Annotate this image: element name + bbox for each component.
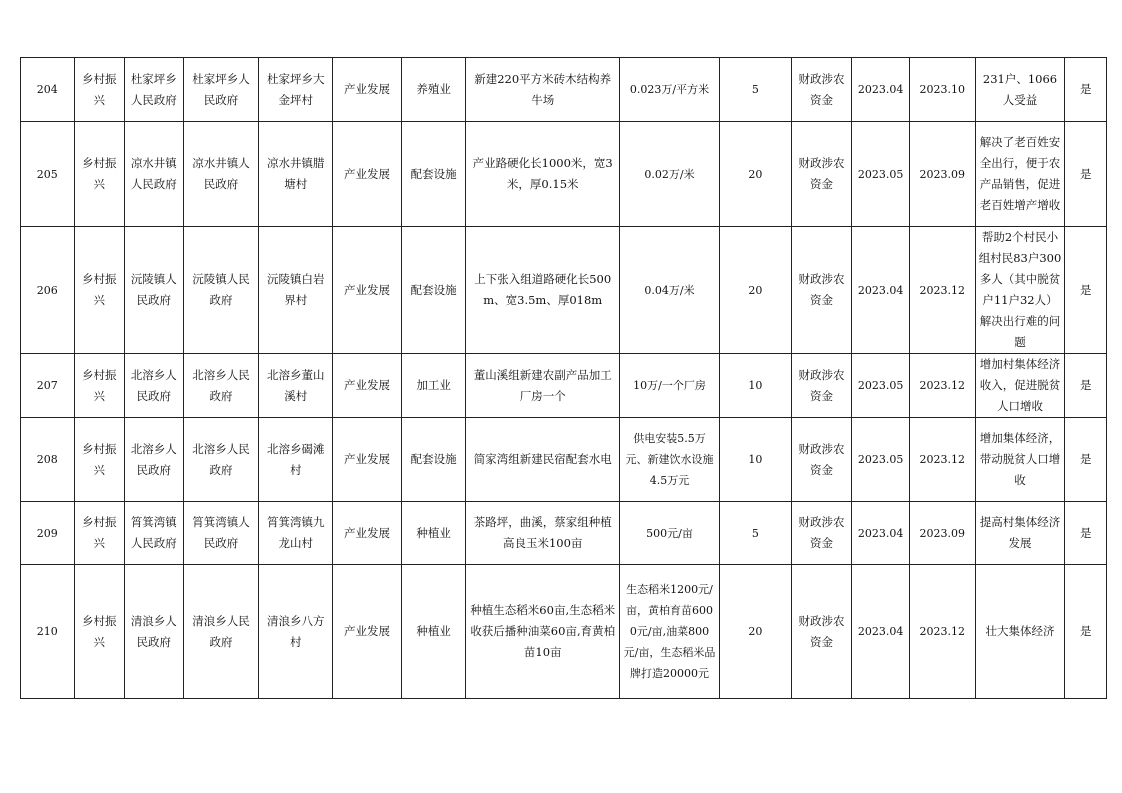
project-subtype: 加工业	[401, 354, 466, 418]
subsidy-standard: 生态稻米1200元/亩，黄柏育苗6000元/亩,油菜800元/亩，生态稻米品牌打造20000元	[619, 565, 719, 699]
responsible-unit: 北溶乡人民政府	[125, 418, 184, 502]
responsible-unit: 凉水井镇人民政府	[125, 122, 184, 227]
project-type: 产业发展	[333, 502, 402, 565]
project-location: 北溶乡碣滩村	[259, 418, 333, 502]
subsidy-standard: 500元/亩	[619, 502, 719, 565]
start-date: 2023.04	[852, 502, 910, 565]
fund-amount: 5	[719, 502, 791, 565]
implementing-unit: 清浪乡人民政府	[183, 565, 259, 699]
project-category: 乡村振兴	[74, 58, 125, 122]
project-subtype: 养殖业	[401, 58, 466, 122]
implementing-unit: 北溶乡人民政府	[183, 354, 259, 418]
project-type: 产业发展	[333, 418, 402, 502]
project-location: 筲箕湾镇九龙山村	[259, 502, 333, 565]
flag-value: 是	[1065, 502, 1107, 565]
subsidy-standard: 10万/一个厂房	[619, 354, 719, 418]
start-date: 2023.05	[852, 122, 910, 227]
table-row	[21, 227, 1107, 354]
construction-content: 新建220平方米砖木结构养牛场	[466, 58, 620, 122]
fund-source: 财政涉农资金	[791, 227, 852, 354]
benefit-description: 提高村集体经济发展	[975, 502, 1065, 565]
fund-source: 财政涉农资金	[791, 58, 852, 122]
implementing-unit: 筲箕湾镇人民政府	[183, 502, 259, 565]
row-number: 207	[21, 354, 75, 418]
subsidy-standard: 0.023万/平方米	[619, 58, 719, 122]
start-date: 2023.05	[852, 418, 910, 502]
project-category: 乡村振兴	[74, 565, 125, 699]
project-subtype: 种植业	[401, 502, 466, 565]
flag-value: 是	[1065, 58, 1107, 122]
project-subtype: 配套设施	[401, 122, 466, 227]
project-category: 乡村振兴	[74, 227, 125, 354]
project-type: 产业发展	[333, 227, 402, 354]
project-location: 清浪乡八方村	[259, 565, 333, 699]
project-location: 沅陵镇白岩界村	[259, 227, 333, 354]
benefit-description: 帮助2个村民小组村民83户300多人（其中脱贫户11户32人）解决出行难的问题	[975, 227, 1065, 354]
start-date: 2023.04	[852, 58, 910, 122]
implementing-unit: 杜家坪乡人民政府	[183, 58, 259, 122]
project-type: 产业发展	[333, 122, 402, 227]
fund-source: 财政涉农资金	[791, 418, 852, 502]
benefit-description: 增加村集体经济收入，促进脱贫人口增收	[975, 354, 1065, 418]
row-number: 210	[21, 565, 75, 699]
project-location: 杜家坪乡大金坪村	[259, 58, 333, 122]
end-date: 2023.12	[909, 354, 975, 418]
fund-amount: 10	[719, 418, 791, 502]
table-row	[21, 565, 1107, 699]
table-row	[21, 58, 1107, 122]
fund-amount: 5	[719, 58, 791, 122]
subsidy-standard: 0.02万/米	[619, 122, 719, 227]
flag-value: 是	[1065, 122, 1107, 227]
project-table	[20, 57, 1107, 699]
benefit-description: 解决了老百姓安全出行，便于农产品销售，促进老百姓增产增收	[975, 122, 1065, 227]
table-body	[21, 58, 1107, 699]
project-location: 北溶乡董山溪村	[259, 354, 333, 418]
flag-value: 是	[1065, 227, 1107, 354]
row-number: 206	[21, 227, 75, 354]
benefit-description: 231户、1066人受益	[975, 58, 1065, 122]
start-date: 2023.04	[852, 565, 910, 699]
project-category: 乡村振兴	[74, 418, 125, 502]
fund-source: 财政涉农资金	[791, 502, 852, 565]
project-type: 产业发展	[333, 354, 402, 418]
end-date: 2023.12	[909, 565, 975, 699]
subsidy-standard: 供电安装5.5万元、新建饮水设施4.5万元	[619, 418, 719, 502]
project-type: 产业发展	[333, 58, 402, 122]
row-number: 204	[21, 58, 75, 122]
construction-content: 上下张入组道路硬化长500m、宽3.5m、厚018m	[466, 227, 620, 354]
table-row	[21, 354, 1107, 418]
project-subtype: 种植业	[401, 565, 466, 699]
table-row	[21, 502, 1107, 565]
implementing-unit: 沅陵镇人民政府	[183, 227, 259, 354]
flag-value: 是	[1065, 354, 1107, 418]
end-date: 2023.12	[909, 227, 975, 354]
project-category: 乡村振兴	[74, 502, 125, 565]
project-category: 乡村振兴	[74, 354, 125, 418]
flag-value: 是	[1065, 565, 1107, 699]
end-date: 2023.09	[909, 122, 975, 227]
project-location: 凉水井镇腊塘村	[259, 122, 333, 227]
responsible-unit: 筲箕湾镇人民政府	[125, 502, 184, 565]
fund-amount: 20	[719, 227, 791, 354]
fund-source: 财政涉农资金	[791, 565, 852, 699]
fund-amount: 20	[719, 122, 791, 227]
implementing-unit: 北溶乡人民政府	[183, 418, 259, 502]
flag-value: 是	[1065, 418, 1107, 502]
responsible-unit: 清浪乡人民政府	[125, 565, 184, 699]
project-category: 乡村振兴	[74, 122, 125, 227]
row-number: 205	[21, 122, 75, 227]
end-date: 2023.10	[909, 58, 975, 122]
row-number: 209	[21, 502, 75, 565]
construction-content: 董山溪组新建农副产品加工厂房一个	[466, 354, 620, 418]
implementing-unit: 凉水井镇人民政府	[183, 122, 259, 227]
fund-source: 财政涉农资金	[791, 354, 852, 418]
construction-content: 茶路坪，曲溪，蔡家组种植高良玉米100亩	[466, 502, 620, 565]
row-number: 208	[21, 418, 75, 502]
subsidy-standard: 0.04万/米	[619, 227, 719, 354]
construction-content: 简家湾组新建民宿配套水电	[466, 418, 620, 502]
responsible-unit: 杜家坪乡人民政府	[125, 58, 184, 122]
table-row	[21, 418, 1107, 502]
construction-content: 种植生态稻米60亩,生态稻米收获后播种油菜60亩,育黄柏苗10亩	[466, 565, 620, 699]
responsible-unit: 北溶乡人民政府	[125, 354, 184, 418]
project-type: 产业发展	[333, 565, 402, 699]
responsible-unit: 沅陵镇人民政府	[125, 227, 184, 354]
fund-amount: 10	[719, 354, 791, 418]
benefit-description: 壮大集体经济	[975, 565, 1065, 699]
end-date: 2023.12	[909, 418, 975, 502]
construction-content: 产业路硬化长1000米，宽3米，厚0.15米	[466, 122, 620, 227]
benefit-description: 增加集体经济，带动脱贫人口增收	[975, 418, 1065, 502]
table-row	[21, 122, 1107, 227]
project-subtype: 配套设施	[401, 227, 466, 354]
end-date: 2023.09	[909, 502, 975, 565]
fund-source: 财政涉农资金	[791, 122, 852, 227]
start-date: 2023.04	[852, 227, 910, 354]
start-date: 2023.05	[852, 354, 910, 418]
fund-amount: 20	[719, 565, 791, 699]
project-subtype: 配套设施	[401, 418, 466, 502]
